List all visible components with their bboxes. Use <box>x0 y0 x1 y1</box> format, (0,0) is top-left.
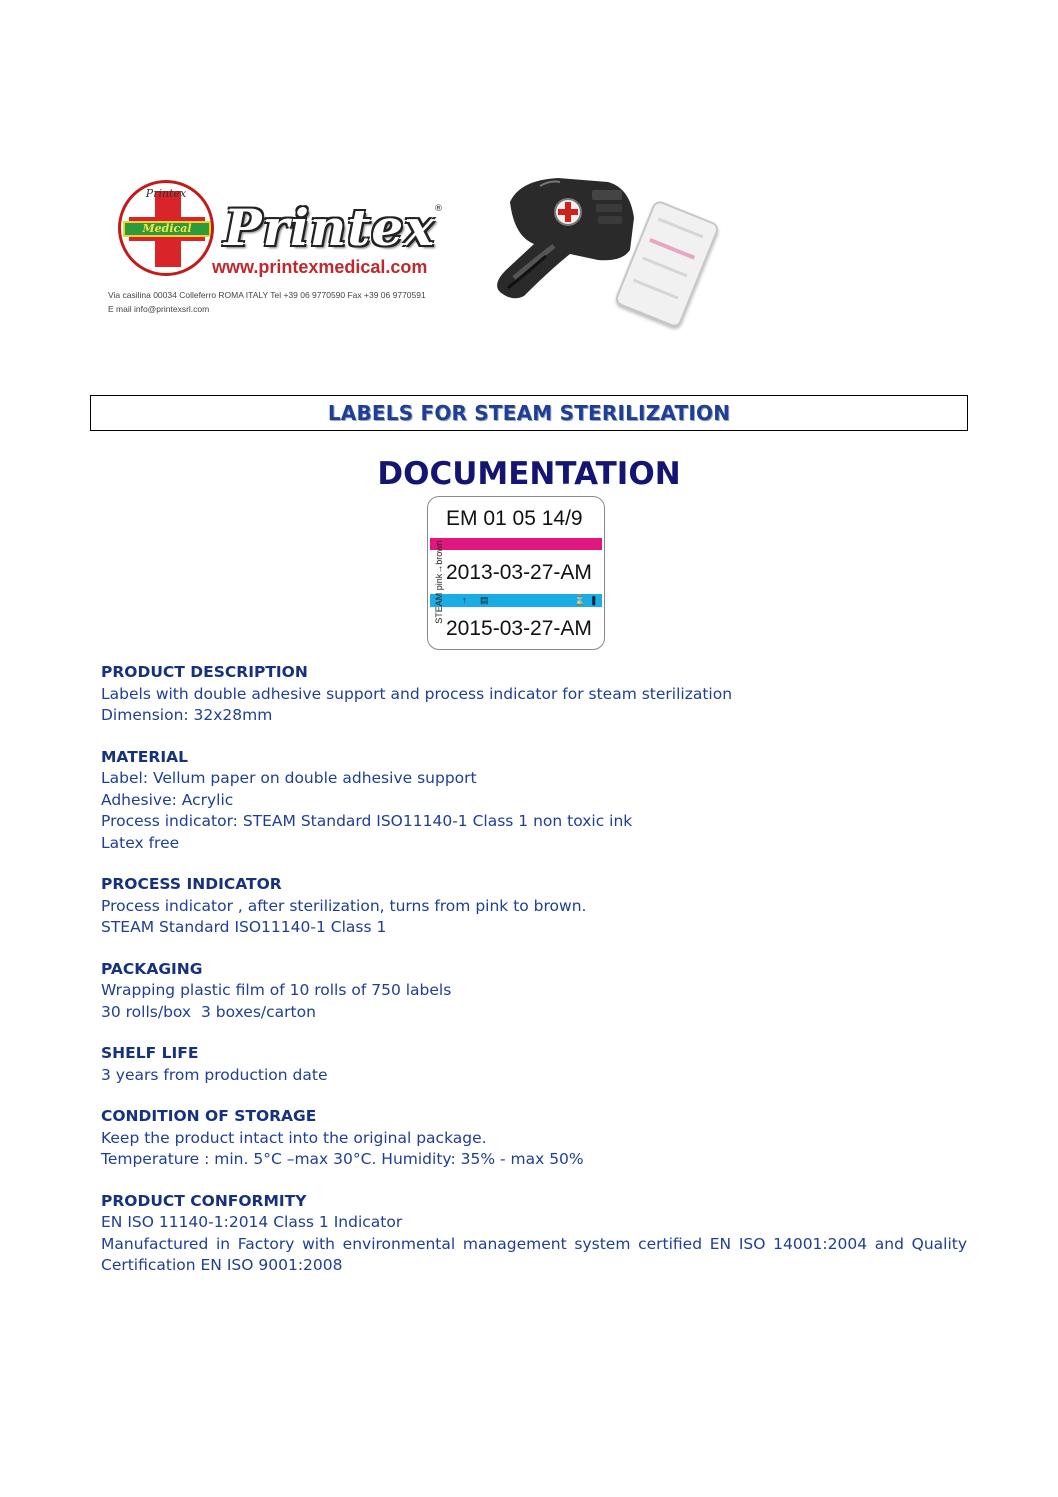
documentation-heading: DOCUMENTATION <box>377 456 681 492</box>
section-title: PROCESS INDICATOR <box>101 875 282 893</box>
company-header <box>108 168 732 328</box>
thumbnail-line <box>658 218 704 239</box>
sample-sterilization-label <box>427 496 605 650</box>
document-title: LABELS FOR STEAM STERILIZATION <box>327 401 731 425</box>
section-storage-condition <box>101 1106 971 1171</box>
title-box <box>90 395 968 431</box>
section-line: Process indicator: STEAM Standard ISO11140-1 Class 1 non toxic ink <box>101 812 633 830</box>
section-product-conformity <box>101 1191 971 1277</box>
label-production-date: 2013-03-27-AM <box>446 561 592 584</box>
label-side-text: STEAM pink→brown <box>434 540 444 624</box>
section-title: CONDITION OF STORAGE <box>101 1107 317 1125</box>
section-line: EN ISO 11140-1:2014 Class 1 Indicator <box>101 1213 403 1231</box>
section-shelf-life <box>101 1043 971 1086</box>
section-line: Label: Vellum paper on double adhesive support <box>101 769 477 787</box>
section-title: PRODUCT CONFORMITY <box>101 1191 307 1210</box>
bar-icon: ❚ <box>590 595 598 605</box>
section-process-indicator <box>101 874 971 939</box>
thumbnail-line <box>633 279 679 300</box>
up-arrow-icon: ↑ <box>462 595 467 605</box>
section-line: Labels with double adhesive support and process indicator for steam sterilization <box>101 684 733 703</box>
company-website: www.printexmedical.com <box>212 257 428 277</box>
section-line: STEAM Standard ISO11140-1 Class 1 <box>101 918 387 936</box>
company-address: Via casilina 00034 Colleferro ROMA ITALY Tel +39 06 9770590 Fax +39 06 9770591 <box>108 290 426 300</box>
section-line: Adhesive: Acrylic <box>101 790 234 809</box>
registered-mark: ® <box>434 204 443 214</box>
section-packaging <box>101 959 971 1024</box>
manufacturer-icon: ▤ <box>480 595 489 605</box>
company-email: E mail info@printexsrl.com <box>108 304 210 314</box>
section-line: Dimension: 32x28mm <box>101 706 273 724</box>
section-title: PACKAGING <box>101 959 203 978</box>
section-material <box>101 747 971 855</box>
section-line: 30 rolls/box 3 boxes/carton <box>101 1002 316 1021</box>
document-body <box>101 662 971 1297</box>
section-line: Wrapping plastic film of 10 rolls of 750 labels <box>101 981 452 999</box>
section-line: Temperature : min. 5°C –max 30°C. Humidity: 35% - max 50% <box>101 1150 584 1168</box>
section-line: Latex free <box>101 833 180 852</box>
medical-cross-logo-icon <box>118 180 214 276</box>
section-line: 3 years from production date <box>101 1065 328 1084</box>
hourglass-icon: ⌛ <box>574 595 586 605</box>
section-title: PRODUCT DESCRIPTION <box>101 663 308 681</box>
section-line: Manufactured in Factory with environmental management system certified EN ISO 14001:2004 and Quality Certification EN ISO 9001:2008 <box>101 1234 967 1274</box>
thumbnail-pink-band <box>649 238 695 260</box>
section-line: Process indicator , after sterilization, turns from pink to brown. <box>101 896 587 915</box>
pink-indicator-band <box>430 538 602 550</box>
brand-name: Printex <box>224 198 436 257</box>
thumbnail-line <box>642 256 688 277</box>
seal-top-text: Printex <box>145 187 187 200</box>
label-expiry-date: 2015-03-27-AM <box>446 617 592 640</box>
section-title: SHELF LIFE <box>101 1044 199 1062</box>
section-title: MATERIAL <box>101 747 188 766</box>
section-product-description <box>101 662 971 727</box>
section-line: Keep the product intact into the original package. <box>101 1128 487 1147</box>
label-code: EM 01 05 14/9 <box>446 507 583 530</box>
seal-band-text: Medical <box>123 221 211 237</box>
